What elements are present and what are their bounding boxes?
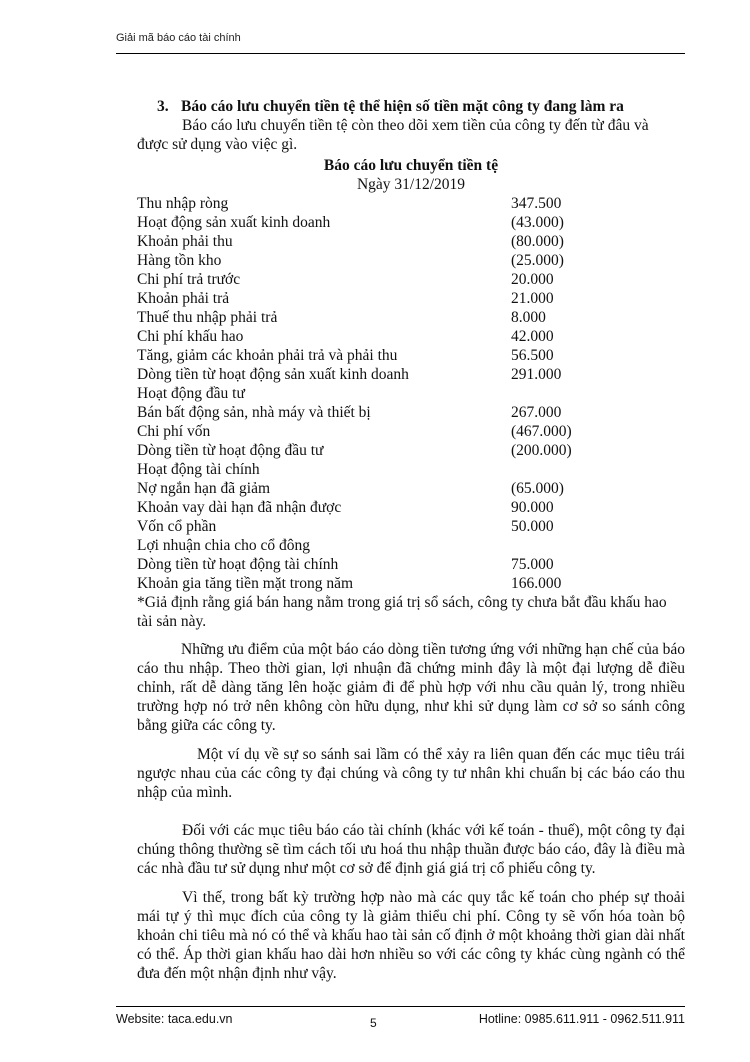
header-title: Giải mã báo cáo tài chính — [116, 32, 241, 44]
table-row — [137, 422, 685, 441]
row-value: 166.000 — [511, 575, 562, 592]
row-value: (467.000) — [511, 423, 572, 440]
row-label: Lợi nhuận chia cho cổ đông — [137, 537, 311, 554]
paragraph-3: Đối với các mục tiêu báo cáo tài chính (khác với kế toán - thuế), một công ty đại chúng thông thường sẽ tìm cách tối ưu hoá thu nhập thuần được báo cáo, đây là điều mà các nhà đầu tư sử dụng như một cơ sở để định giá giá trị cổ phiếu công ty. — [137, 822, 685, 877]
paragraph-2: Một ví dụ về sự so sánh sai lầm có thể xảy ra liên quan đến các mục tiêu trái ngược nhau của các công ty đại chúng và công ty tư nhân khi chuẩn bị các báo cáo thu nhập của mình. — [137, 746, 685, 801]
row-label: Dòng tiền từ hoạt động đầu tư — [137, 442, 324, 459]
row-label: Thu nhập ròng — [137, 195, 229, 212]
row-value: 50.000 — [511, 518, 554, 535]
table-row — [137, 327, 685, 346]
row-value: 291.000 — [511, 366, 562, 383]
table-row — [137, 460, 685, 479]
table-row — [137, 251, 685, 270]
paragraph-1: Những ưu điểm của một báo cáo dòng tiền tương ứng với những hạn chế của báo cáo thu nhập. Theo thời gian, lợi nhuận đã chứng minh đây là một đại lượng dễ điều chỉnh, rất dễ dàng tăng lên hoặc giảm đi để phù hợp với nhu cầu quản lý, trong nhiều trường hợp nó trở nên không còn hữu dụng, như khi sử dụng làm cơ sở so sánh công bằng giữa các công ty. — [137, 641, 685, 734]
row-value: (25.000) — [511, 252, 564, 269]
report-title: Báo cáo lưu chuyển tiền tệ — [323, 157, 499, 174]
table-row — [137, 365, 685, 384]
row-label: Khoản phải trả — [137, 290, 230, 307]
page-content — [137, 97, 685, 983]
row-value — [511, 460, 671, 479]
row-label: Hoạt động sản xuất kinh doanh — [137, 214, 331, 231]
row-label: Vốn cổ phần — [137, 518, 217, 535]
row-value: 42.000 — [511, 328, 554, 345]
row-label: Khoản phải thu — [137, 233, 233, 250]
row-label: Hàng tồn kho — [137, 252, 222, 269]
row-label: Chi phí khấu hao — [137, 328, 244, 345]
row-label: Thuế thu nhập phải trả — [137, 309, 278, 326]
row-label: Khoản gia tăng tiền mặt trong năm — [137, 575, 354, 592]
section-heading — [157, 97, 685, 116]
table-row — [137, 479, 685, 498]
row-label: Bán bất động sản, nhà máy và thiết bị — [137, 404, 371, 421]
table-row — [137, 346, 685, 365]
row-value: 75.000 — [511, 556, 554, 573]
page-header — [116, 32, 685, 52]
row-label: Khoản vay dài hạn đã nhận được — [137, 499, 342, 516]
table-row — [137, 289, 685, 308]
table-row — [137, 232, 685, 251]
row-value: 20.000 — [511, 271, 554, 288]
section-number: 3. — [157, 98, 169, 115]
section-heading-text: Báo cáo lưu chuyển tiền tệ thể hiện số tiền mặt công ty đang làm ra — [181, 98, 624, 115]
table-row — [137, 536, 685, 555]
row-label: Dòng tiền từ hoạt động sản xuất kinh doanh — [137, 366, 409, 383]
row-value — [511, 384, 671, 403]
paragraph-4: Vì thế, trong bất kỳ trường hợp nào mà các quy tắc kế toán cho phép sự thoải mái tự ý thì mục đích của công ty là giảm thiểu chi phí. Công ty sẽ vốn hóa toàn bộ khoản chi tiêu mà nó có thể và khấu hao tài sản cố định ở một khoảng thời gian dài nhất có thể. Áp thời gian khấu hao dài hơn nhiều so với các công ty khác cùng ngành có thể đưa đến một nhận định như vậy. — [137, 889, 685, 982]
row-value: (43.000) — [511, 214, 564, 231]
row-value: (80.000) — [511, 233, 564, 250]
row-value: 90.000 — [511, 499, 554, 516]
row-label: Dòng tiền từ hoạt động tài chính — [137, 556, 339, 573]
cashflow-table — [137, 194, 685, 593]
table-row — [137, 555, 685, 574]
row-label: Chi phí vốn — [137, 423, 211, 440]
table-row — [137, 270, 685, 289]
row-label: Hoạt động tài chính — [137, 461, 260, 478]
table-row — [137, 384, 685, 403]
row-value: 8.000 — [511, 309, 546, 326]
table-row — [137, 498, 685, 517]
report-date: Ngày 31/12/2019 — [356, 176, 466, 193]
table-row — [137, 517, 685, 536]
table-row — [137, 574, 685, 593]
footer-website: Website: taca.edu.vn — [116, 1012, 233, 1026]
row-label: Chi phí trả trước — [137, 271, 241, 288]
row-value: (65.000) — [511, 480, 564, 497]
row-label: Hoạt động đầu tư — [137, 385, 245, 402]
row-label: Nợ ngắn hạn đã giảm — [137, 480, 271, 497]
table-row — [137, 441, 685, 460]
table-row — [137, 308, 685, 327]
report-note: *Giả định rằng giá bán hang nằm trong giá trị sổ sách, công ty chưa bắt đầu khấu hao tài sản này. — [137, 594, 667, 630]
row-value: (200.000) — [511, 442, 572, 459]
section-intro-line2: được sử dụng vào việc gì. — [137, 136, 298, 153]
row-value: 267.000 — [511, 404, 562, 421]
row-value — [511, 536, 671, 555]
row-label: Tăng, giảm các khoản phải trả và phải thu — [137, 347, 398, 364]
page-number: 5 — [370, 1016, 377, 1030]
table-row — [137, 194, 685, 213]
row-value: 347.500 — [511, 195, 562, 212]
table-row — [137, 213, 685, 232]
footer-hotline: Hotline: 0985.611.911 - 0962.511.911 — [478, 1012, 685, 1026]
section-intro-line1: Báo cáo lưu chuyển tiền tệ còn theo dõi xem tiền của công ty đến từ đâu và — [182, 117, 649, 134]
row-value: 56.500 — [511, 347, 554, 364]
table-row — [137, 403, 685, 422]
footer-divider — [116, 1006, 685, 1007]
header-divider — [116, 53, 685, 54]
row-value: 21.000 — [511, 290, 554, 307]
